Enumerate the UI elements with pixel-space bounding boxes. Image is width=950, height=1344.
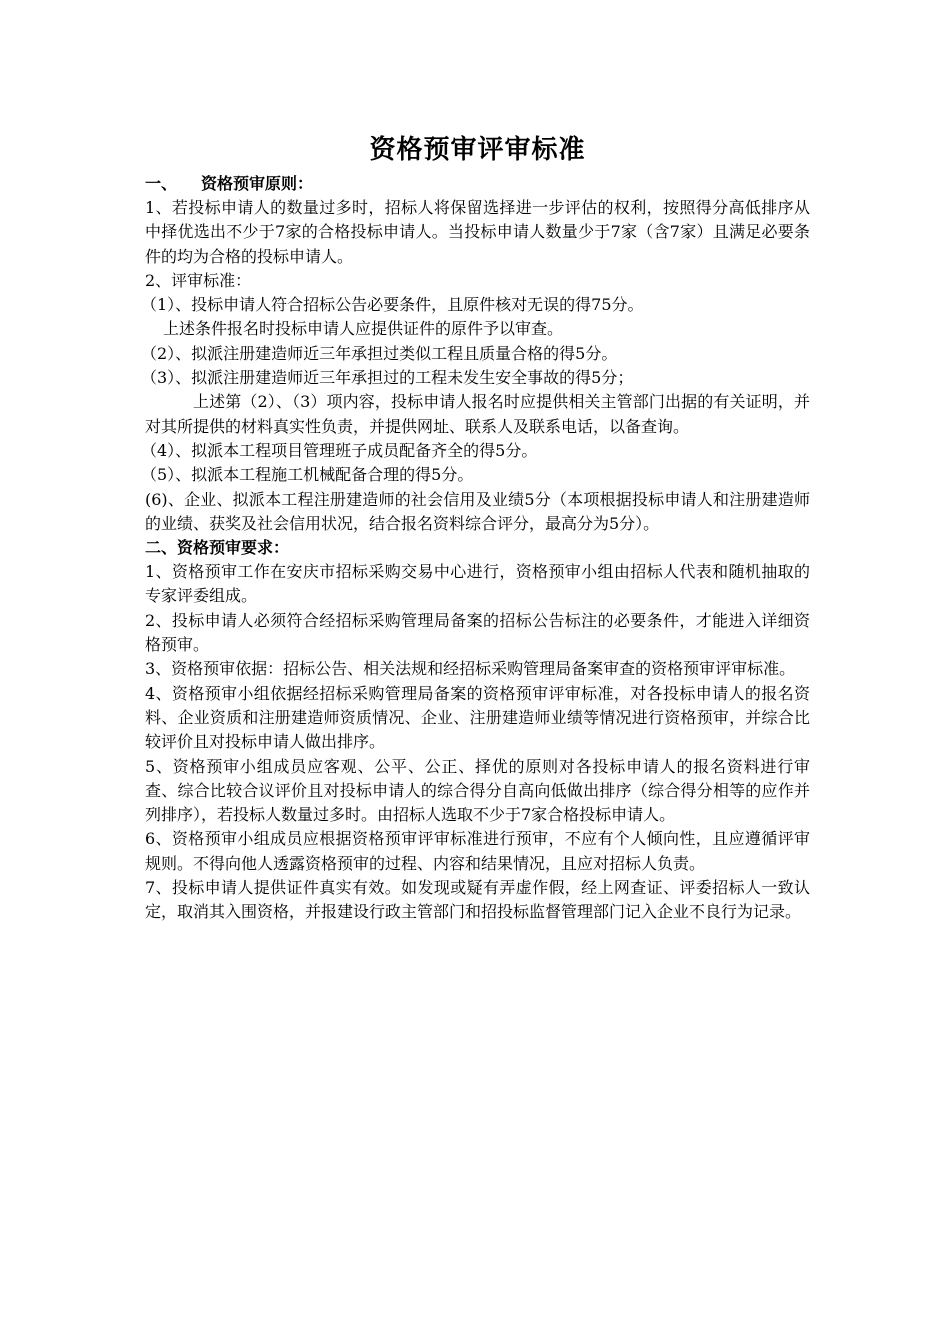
s2-item-6: 6、资格预审小组成员应根据资格预审评审标准进行预审，不应有个人倾向性，且应遵循评审规则。不得向他人透露资格预审的过程、内容和结果情况，且应对招标人负责。: [145, 829, 810, 873]
section1-number: 一、: [145, 174, 178, 193]
section1-heading-text: 资格预审原则：: [201, 174, 314, 193]
document-title: 资格预审评审标准: [369, 135, 586, 165]
s1-criteria-2-3-note: 上述第（2）、（3）项内容，投标申请人报名时应提供相关主管部门出据的有关证明，并对其所提供的材料真实性负责，并提供网址、联系人及联系电话，以备查询。: [145, 392, 810, 436]
document-page: [141, 132, 810, 925]
s2-item-1: 1、资格预审工作在安庆市招标采购交易中心进行，资格预审小组由招标人代表和随机抽取的专家评委组成。: [145, 562, 810, 606]
s2-item-4: 4、资格预审小组依据经招标采购管理局备案的资格预审评审标准，对各投标申请人的报名资料、企业资质和注册建造师资质情况、企业、注册建造师业绩等情况进行资格预审，并综合比较评价且对投标申请人做出排序。: [145, 683, 810, 752]
s1-item-1: 1、若投标申请人的数量过多时，招标人将保留选择进一步评估的权利，按照得分高低排序从中择优选出不少于7家的合格投标申请人。当投标申请人数量少于7家（含7家）且满足必要条件的均为合格的投标申请人。: [145, 198, 810, 266]
s2-item-2: 2、投标申请人必须符合经招标采购管理局备案的招标公告标注的必要条件，才能进入详细资格预审。: [145, 610, 810, 655]
section2-heading: 二、资格预审要求：: [145, 538, 290, 558]
s1-criterion-3: （3）、拟派注册建造师近三年承担过的工程未发生安全事故的得5分；: [141, 368, 634, 388]
s1-criterion-6: (6)、企业、拟派本工程注册建造师的社会信用及业绩5分（本项根据投标申请人和注册建造师的业绩、获奖及社会信用状况，结合报名资料综合评分，最高分为5分）。: [145, 489, 810, 533]
s1-criterion-4: （4）、拟派本工程项目管理班子成员配备齐全的得5分。: [141, 440, 538, 460]
s2-item-3: 3、资格预审依据：招标公告、相关法规和经招标采购管理局备案审查的资格预审评审标准。: [145, 659, 796, 679]
s1-criterion-1-note: 上述条件报名时投标申请人应提供证件的原件予以审查。: [163, 319, 564, 339]
s1-criterion-2: （2）、拟派注册建造师近三年承担过类似工程且质量合格的得5分。: [141, 343, 618, 363]
s2-item-5: 5、资格预审小组成员应客观、公平、公正、择优的原则对各投标申请人的报名资料进行审查、综合比较合议评价且对投标申请人的综合得分自高向低做出排序（综合得分相等的应作并列排序），若投标人数量过多时。由招标人选取不少于7家合格投标申请人。: [145, 756, 810, 825]
s1-criterion-5: （5）、拟派本工程施工机械配备合理的得5分。: [141, 465, 474, 485]
s2-item-7: 7、投标申请人提供证件真实有效。如发现或疑有弄虚作假，经上网查证、评委招标人一致认定，取消其入围资格，并报建设行政主管部门和招投标监督管理部门记入企业不良行为记录。: [145, 878, 810, 922]
s1-item-2: 2、评审标准：: [145, 270, 252, 290]
section1-heading: [145, 172, 810, 196]
s1-criterion-1: （1）、投标申请人符合招标公告必要条件，且原件核对无误的得75分。: [141, 295, 644, 315]
